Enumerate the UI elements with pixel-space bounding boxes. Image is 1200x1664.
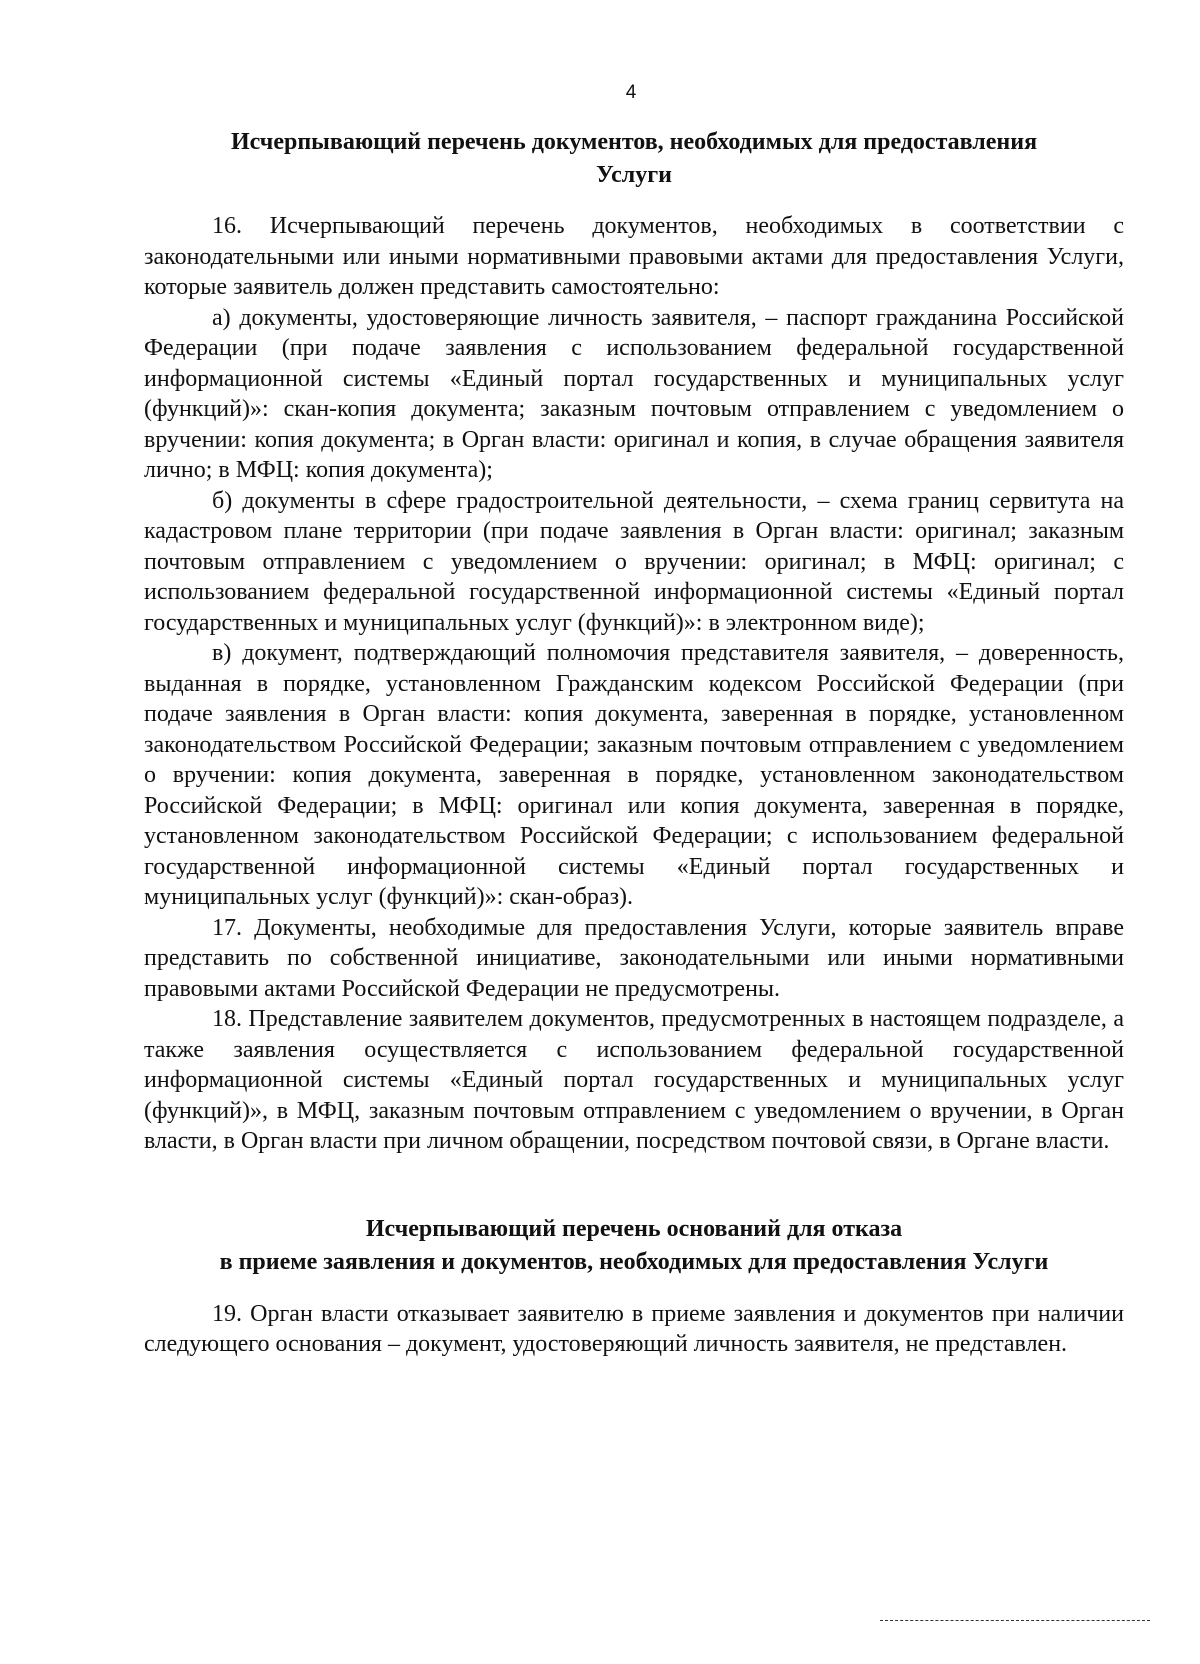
paragraph-16b: б) документы в сфере градостроительной деятельности, – схема границ сервитута на кадастровом плане территории (при подаче заявления в Орган власти: оригинал; заказным почтовым отправлением с уведомлением о вручении: оригинал; в МФЦ: оригинал; с использованием федеральной государственной информационной системы «Единый портал государственных и муниципальных услуг (функций)»: в электронном виде); xyxy=(144,487,1124,636)
section-heading-refusal xyxy=(144,1213,1124,1279)
page-number: 4 xyxy=(625,82,637,103)
paragraph-16: 16. Исчерпывающий перечень документов, необходимых в соответствии с законодательными или иными нормативными правовыми актами для предоставления Услуги, которые заявитель должен представить самостоятельно: xyxy=(144,213,1124,300)
heading-line: Исчерпывающий перечень документов, необходимых для предоставления xyxy=(230,129,1038,155)
paragraph-17: 17. Документы, необходимые для предоставления Услуги, которые заявитель вправе представить по собственной инициативе, законодательными или иными нормативными правовыми актами Российской Федерации не предусмотрены. xyxy=(144,914,1124,1002)
section-heading-documents xyxy=(144,126,1124,192)
paragraph-16a: а) документы, удостоверяющие личность заявителя, – паспорт гражданина Российской Федерации (при подаче заявления с использованием федеральной государственной информационной системы «Единый портал государственных и муниципальных услуг (функций)»: скан-копия документа; заказным почтовым отправлением с уведомлением о вручении: копия документа; в Орган власти: оригинал и копия, в случае обращения заявителя лично; в МФЦ: копия документа); xyxy=(144,304,1124,483)
paragraph-18: 18. Представление заявителем документов, предусмотренных в настоящем подразделе, а также заявления осуществляется с использованием федеральной государственной информационной системы «Единый портал государственных и муниципальных услуг (функций)», в МФЦ, заказным почтовым отправлением с уведомлением о вручении, в Орган власти, в Орган власти при личном обращении, посредством почтовой связи, в Органе власти. xyxy=(144,1006,1124,1154)
footer-divider xyxy=(880,1620,1150,1621)
document-body xyxy=(144,126,1124,1360)
heading-line: в приеме заявления и документов, необходимых для предоставления Услуги xyxy=(219,1248,1049,1275)
heading-line: Исчерпывающий перечень оснований для отказа xyxy=(365,1215,903,1242)
paragraph-16v: в) документ, подтверждающий полномочия представителя заявителя, – доверенность, выданная в порядке, установленном Гражданским кодексом Российской Федерации (при подаче заявления в Орган власти: копия документа, заверенная в порядке, установленном законодательством Российской Федерации; заказным почтовым отправлением с уведомлением о вручении: копия документа, заверенная в порядке, установленном законодательством Российской Федерации; в МФЦ: оригинал или копия документа, заверенная в порядке, установленном законодательством Российской Федерации; с использованием федеральной государственной информационной системы «Единый портал государственных и муниципальных услуг (функций)»: скан-образ). xyxy=(144,640,1124,910)
paragraph-19: 19. Орган власти отказывает заявителю в приеме заявления и документов при наличии следующего основания – документ, удостоверяющий личность заявителя, не представлен. xyxy=(144,1300,1124,1357)
heading-line: Услуги xyxy=(596,162,672,188)
